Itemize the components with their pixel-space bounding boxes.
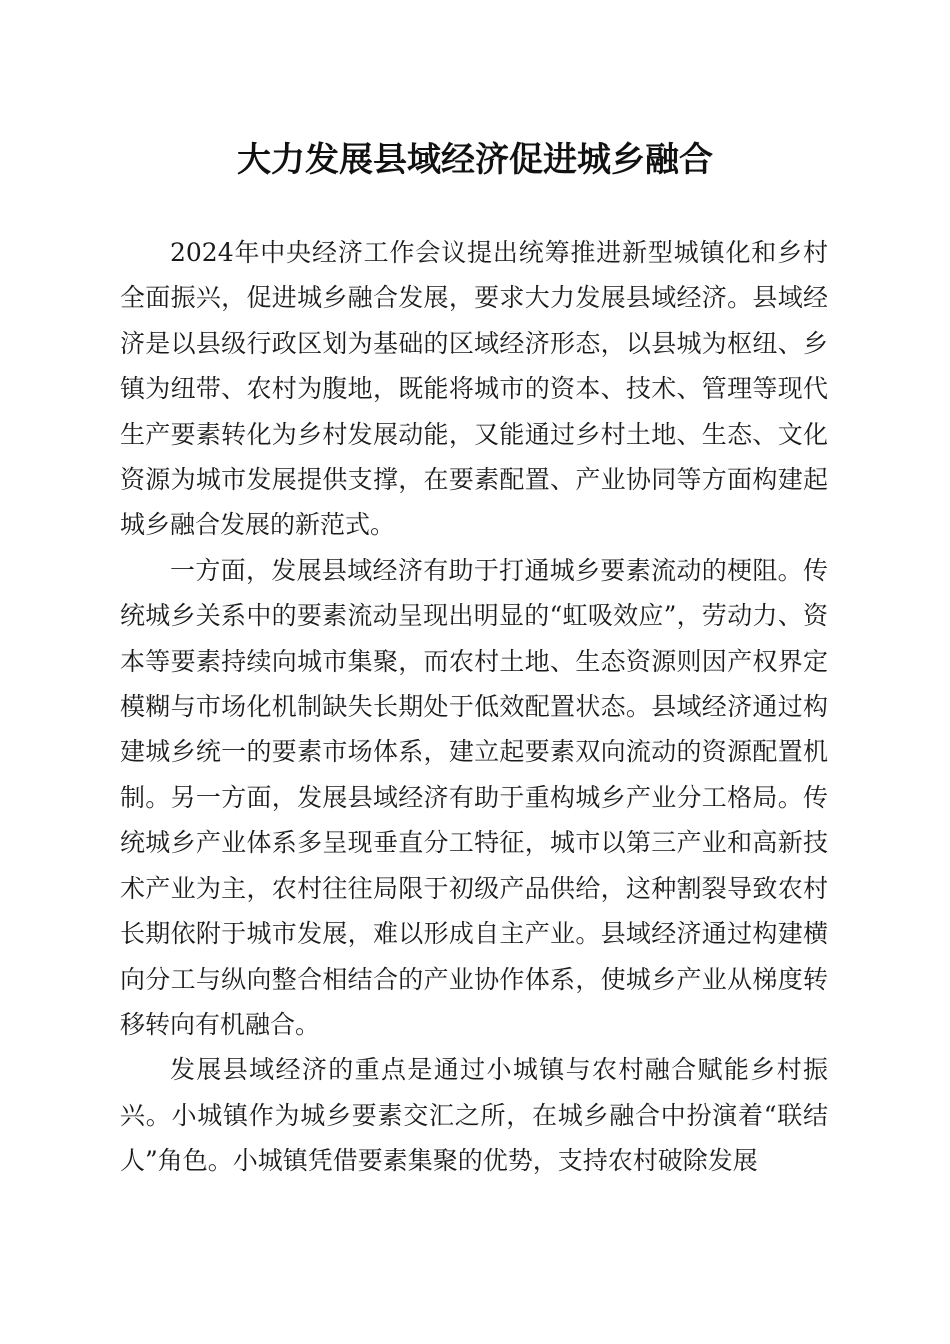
document-title: 大力发展县域经济促进城乡融合 <box>237 140 713 180</box>
paragraph-2: 一方面，发展县域经济有助于打通城乡要素流动的梗阻。传统城乡关系中的要素流动呈现出明显的“虹吸效应”，劳动力、资本等要素持续向城市集聚，而农村土地、生态资源则因产权界定模糊与市场化机制缺失长期处于低效配置状态。县域经济通过构建城乡统一的要素市场体系，建立起要素双向流动的资源配置机制。另一方面，发展县域经济有助于重构城乡产业分工格局。传统城乡产业体系多呈现垂直分工特征，城市以第三产业和高新技术产业为主，农村往往局限于初级产品供给，这种割裂导致农村长期依附于城市发展，难以形成自主产业。县域经济通过构建横向分工与纵向整合相结合的产业协作体系，使城乡产业从梯度转移转向有机融合。 <box>120 555 828 1039</box>
document-body <box>120 230 828 1184</box>
paragraph-1: 2024年中央经济工作会议提出统筹推进新型城镇化和乡村全面振兴，促进城乡融合发展，要求大力发展县域经济。县域经济是以县级行政区划为基础的区域经济形态，以县城为枢纽、乡镇为纽带、农村为腹地，既能将城市的资本、技术、管理等现代生产要素转化为乡村发展动能，又能通过乡村土地、生态、文化资源为城市发展提供支撑，在要素配置、产业协同等方面构建起城乡融合发展的新范式。 <box>120 238 828 540</box>
paragraph-3: 发展县域经济的重点是通过小城镇与农村融合赋能乡村振兴。小城镇作为城乡要素交汇之所，在城乡融合中扮演着“联结人”角色。小城镇凭借要素集聚的优势，支持农村破除发展 <box>120 1055 828 1176</box>
